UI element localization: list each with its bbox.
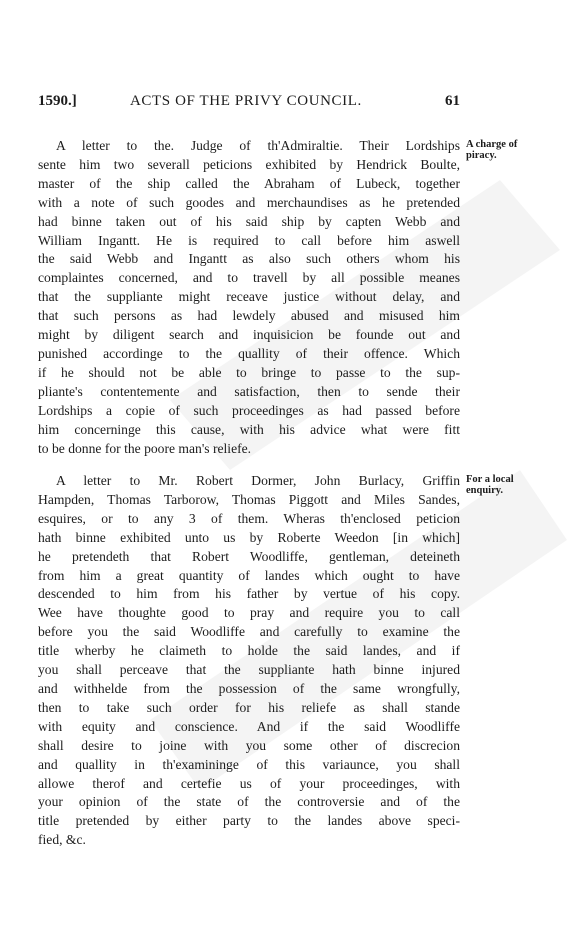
text-line: complaintes concerned, and to travell by all possible meanes [38,270,460,286]
text-line: esquires, or to any 3 of them. Wheras th'enclosed peticion [38,510,460,526]
text-line: had binne taken out of his said ship by capten Webb and [38,213,460,229]
text-line: that the suppliante might receave justice without delay, and [38,289,460,305]
margin-note-line: A charge of [466,139,518,150]
text-line: you shall perceave that the suppliante hath binne injured [38,662,460,678]
text-line: might by diligent search and inquisicion be founde out and [38,327,460,343]
margin-note-piracy [466,139,556,161]
text-line: and quallity in th'examininge of this variaunce, you shall [38,756,460,772]
text-line: your opinion of the state of the controversie and of the [38,794,460,810]
header-title: ACTS OF THE PRIVY COUNCIL. [130,93,362,109]
text-line: descended to him from his father by vertue of his copy. [38,586,460,602]
text-line: A letter to the. Judge of th'Admiraltie. Their Lordships [56,138,460,153]
text-line: Hampden, Thomas Tarborow, Thomas Piggott and Miles Sandes, [38,491,460,507]
margin-note-line: For a local [466,474,514,485]
text-line: allowe therof and certefie us of your proceedinges, with [38,775,460,791]
text-line: fied, &c. [38,832,86,848]
page-number: 61 [445,93,460,109]
text-line: he pretendeth that Robert Woodliffe, gentleman, deteineth [38,548,460,564]
margin-note-local-enquiry [466,474,556,496]
text-line: shall desire to joine with you some other of discrecion [38,737,460,753]
text-line: title pretended by either party to the landes above speci- [38,813,460,829]
text-line: the said Webb and Ingantt as also such others whom his [38,251,460,267]
text-line: before you the said Woodliffe and carefully to examine the [38,624,460,640]
entry-paragraph-local-enquiry [38,472,460,850]
text-line: with a note of such goodes and merchaundises as he pretended [38,194,460,210]
text-line: punished accordinge to the quallity of their offence. Which [38,345,460,361]
text-line: Wee have thoughte good to pray and require you to call [38,605,460,621]
text-line: then to take such order for his reliefe as shall stande [38,699,460,715]
entry-paragraph-admiralty [38,137,460,458]
text-line: pliante's contentemente and satisfaction, then to sende their [38,383,460,399]
text-line: A letter to Mr. Robert Dormer, John Burlacy, Griffin [56,473,460,488]
text-line: to be donne for the poore man's reliefe. [38,440,252,456]
text-line: title wherby he claimeth to holde the said landes, and if [38,643,460,659]
page-header [38,93,460,113]
text-line: William Ingantt. He is required to call before him aswell [38,232,460,248]
margin-note-line: enquiry. [466,485,504,496]
text-line: with equity and conscience. And if the said Woodliffe [38,718,460,734]
text-line: that such persons as had lewdely abused and misused him [38,308,460,324]
text-line: and withhelde from the possession of the same wrongfully, [38,680,460,696]
text-line: master of the ship called the Abraham of Lubeck, together [38,175,460,191]
text-line: Lordships a copie of such proceedinges as had passed before [38,402,460,418]
text-line: sente him two severall peticions exhibited by Hendrick Boulte, [38,156,460,172]
text-line: hath binne exhibited unto us by Roberte Weedon [in which] [38,529,460,545]
text-line: him concerninge this cause, with his advice what were fitt [38,421,460,437]
text-line: from him a great quantity of landes which ought to have [38,567,460,583]
text-line: if he should not be able to bringe to passe to the sup- [38,364,460,380]
header-year: 1590.] [38,93,77,109]
margin-note-line: piracy. [466,150,497,161]
